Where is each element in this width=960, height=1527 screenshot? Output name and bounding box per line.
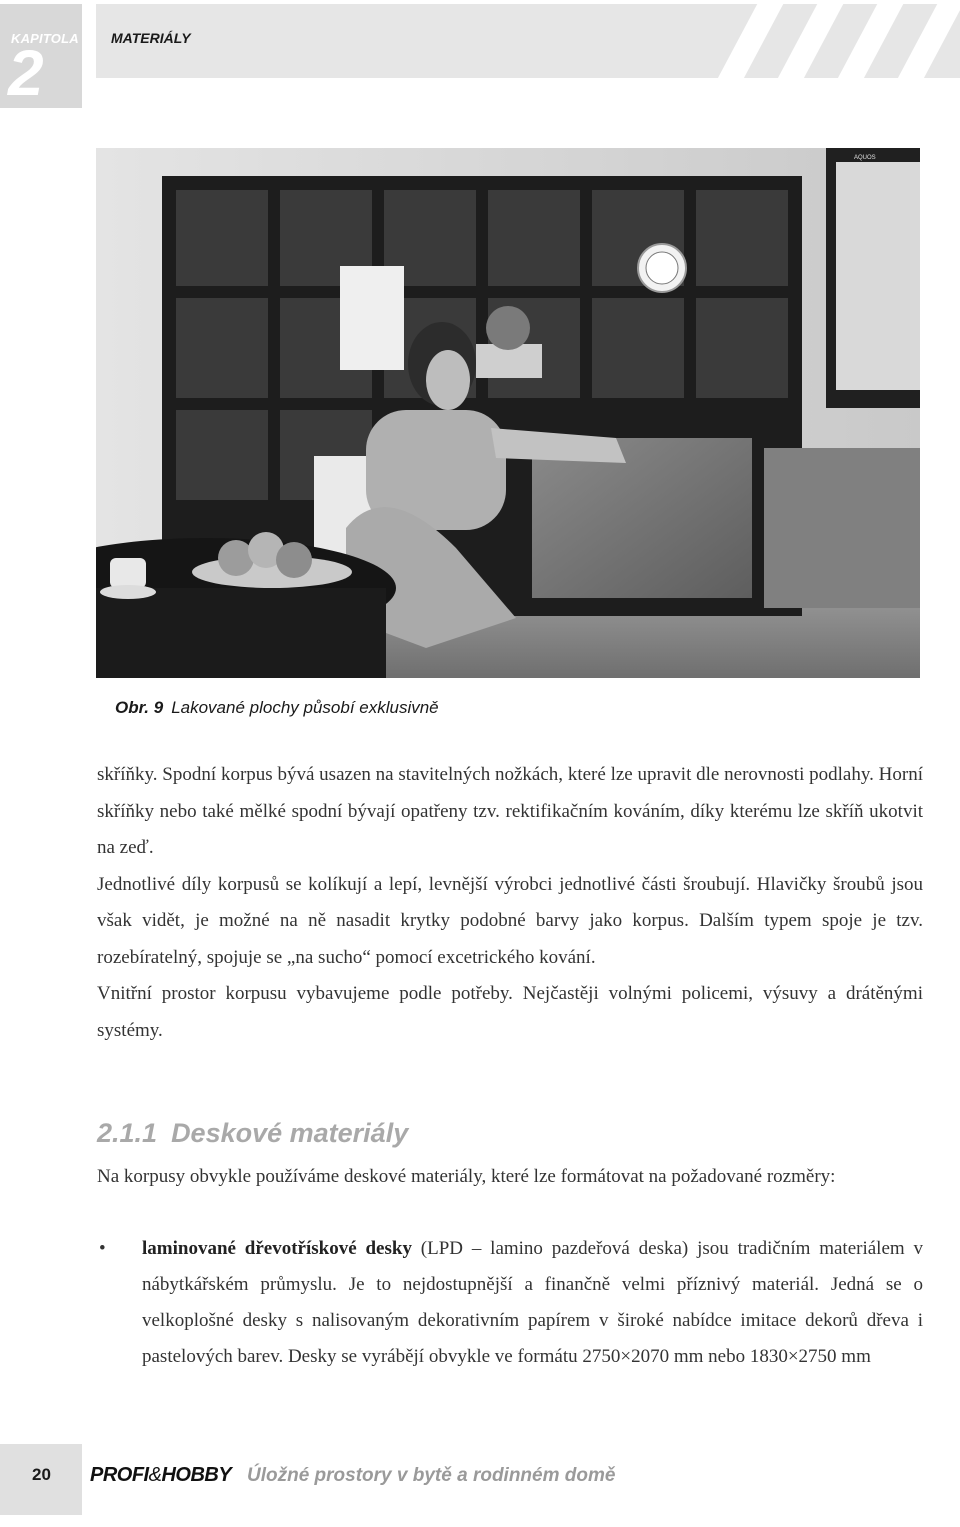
- header-bar: [96, 4, 960, 78]
- bullet-term: laminované dřevotřískové desky: [142, 1238, 412, 1259]
- brand-amp: &: [148, 1464, 162, 1486]
- paragraph: Vnitřní prostor korpusu vybavujeme podle potřeby. Nejčastěji volnými policemi, výsuvy a drátěnými systémy.: [97, 983, 923, 1041]
- brand-part2: HOBBY: [161, 1464, 232, 1486]
- header-stripe: [829, 4, 908, 78]
- chapter-number: 2: [8, 37, 44, 109]
- section-intro: Na korpusy obvykle používáme deskové materiály, které lze formátovat na požadované rozměry:: [97, 1166, 836, 1187]
- bullet-text-block: [142, 1231, 923, 1375]
- figure-photo: [96, 148, 920, 678]
- section-number: 2.1.1: [97, 1118, 158, 1148]
- footer-brand: [90, 1464, 231, 1487]
- tv-brand: AQUOS: [854, 155, 876, 161]
- page-number: 20: [32, 1465, 51, 1484]
- figure-caption: [115, 698, 439, 718]
- section-title: MATERIÁLY: [111, 30, 191, 46]
- header-stripe: [709, 4, 788, 78]
- section-heading-title: Deskové materiály: [171, 1118, 409, 1148]
- chapter-label: KAPITOLA: [11, 31, 79, 46]
- figure-caption-text: Lakované plochy působí exklusivně: [171, 698, 439, 717]
- list-item: [97, 1231, 923, 1375]
- bullet-text: (LPD – lamino pazdeřová deska) jsou tradičním materiálem v nábytkářském průmyslu. Je to nejdostupnější a finančně velmi příznivý materiál. Jedná se o velkoplošné desky s nalisovaným dekorativním papírem v široké nabídce imitace dekorů dřeva i pastelových barev. Desky se vyrábějí obvykle ve formátu 2750×2070 mm nebo 1830×2750 mm: [142, 1238, 924, 1367]
- paragraph: skříňky. Spodní korpus bývá usazen na stavitelných nožkách, které lze upravit dle nerovnosti podlahy. Horní skříňky nebo také mělké spodní bývají opatřeny tzv. rektifikačním kováním, díky kterému lze skříň ukotvit na zeď.: [97, 764, 923, 858]
- brand-part1: PROFI: [90, 1464, 149, 1486]
- bullet-dot: •: [99, 1238, 106, 1259]
- footer-book-title: Úložné prostory v bytě a rodinném domě: [247, 1465, 616, 1486]
- body-text: [97, 757, 923, 1049]
- chapter-box: [0, 4, 82, 108]
- header-stripe: [889, 4, 960, 78]
- paragraph: Jednotlivé díly korpusů se kolíkují a lepí, levnější výrobci jednotlivé části šroubují. Hlavičky šroubů jsou však vidět, je možné na ně nasadit krytky podobné barvy jako korpus. Dalším typem spoje je tzv. rozebíratelný, spojuje se „na sucho“ pomocí excetrického kování.: [97, 873, 923, 968]
- section-heading: [97, 1118, 408, 1149]
- header-stripe: [769, 4, 848, 78]
- figure-label: Obr. 9: [115, 698, 164, 717]
